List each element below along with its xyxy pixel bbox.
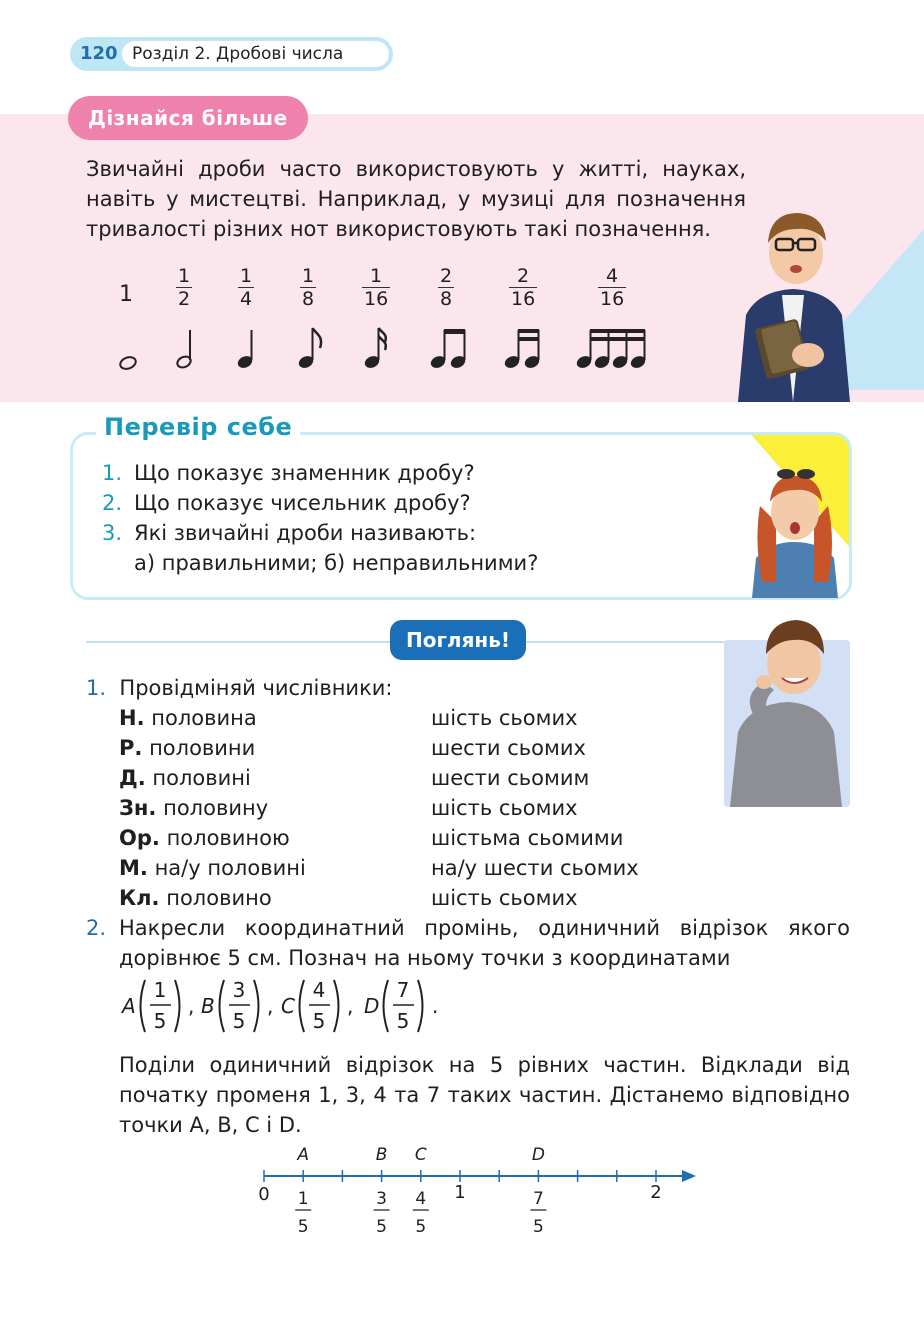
coord-c-den: 5 [312, 1009, 326, 1033]
fraction-1-16: 1 16 [364, 265, 389, 310]
number-line-point-num-c: 4 [415, 1189, 427, 1209]
number-line-point-label-d: D [531, 1145, 545, 1165]
coord-comma-3: , [347, 994, 354, 1018]
quarter-note-icon [236, 330, 254, 370]
number-line-point-num-a: 1 [297, 1189, 309, 1209]
number-line-one: 1 [454, 1182, 466, 1203]
point-coordinates [118, 972, 458, 1042]
coord-d-den: 5 [396, 1009, 410, 1033]
two-sixteenth-notes-icon [503, 329, 541, 370]
coord-label-a: A [122, 994, 136, 1018]
coord-d-num: 7 [396, 978, 410, 1002]
number-line-point-label-a: A [297, 1145, 310, 1165]
page-number: 120 [80, 43, 118, 64]
boy-pointing-illustration [724, 612, 850, 807]
question-2: 2. Що показує чисельник дробу? [102, 491, 471, 515]
case-row-d: Д. половині [119, 766, 251, 790]
fraction-2-16: 2 16 [511, 265, 536, 310]
number-line-point-num-d: 7 [532, 1189, 544, 1209]
number-line-point-den-d: 5 [532, 1217, 544, 1237]
fraction-1-4: 1 4 [240, 265, 253, 310]
coord-period: . [432, 994, 439, 1018]
case-row-zn-seven: шість сьомих [431, 796, 578, 820]
coord-label-c: C [281, 994, 295, 1018]
case-row-m: М. на/у половині [119, 856, 306, 880]
coord-comma-1: , [188, 994, 195, 1018]
task-2-solution: Поділи одиничний відрізок на 5 рівних частин. Відклади від початку променя 1, 3, 4 та 7 таких частин. Дістанемо відповідно точки A, B, C і D. [119, 1053, 850, 1137]
whole-number: 1 [119, 282, 133, 307]
number-line-two: 2 [650, 1182, 662, 1203]
coord-label-b: B [201, 994, 215, 1018]
learn-more-badge: Дізнайся більше [68, 96, 308, 140]
case-row-kl: Кл. половино [119, 886, 272, 910]
number-line [250, 1140, 700, 1240]
coord-b-den: 5 [232, 1009, 246, 1033]
fraction-1-2: 1 2 [178, 265, 191, 310]
question-1: 1. Що показує знаменник дробу? [102, 461, 475, 485]
question-3: 3. Які звичайні дроби називають: [102, 521, 477, 545]
coord-label-d: D [364, 994, 380, 1018]
coord-b-num: 3 [232, 978, 246, 1002]
number-line-point-label-b: B [375, 1145, 388, 1165]
case-row-d-seven: шести сьомим [431, 766, 590, 790]
number-line-point-label-c: C [414, 1145, 427, 1165]
two-eighth-notes-icon [429, 329, 467, 370]
number-line-zero: 0 [258, 1184, 270, 1205]
number-line-point-den-b: 5 [376, 1217, 388, 1237]
number-line-arrow-icon [682, 1170, 696, 1182]
task-2-number: 2. [86, 916, 107, 940]
music-notes [110, 320, 670, 376]
eighth-note-icon [297, 328, 321, 370]
case-row-or: Ор. половиною [119, 826, 290, 850]
case-row-r-seven: шести сьомих [431, 736, 586, 760]
coord-c-num: 4 [312, 978, 326, 1002]
case-row-or-seven: шістьма сьомими [431, 826, 624, 850]
case-row-n: Н. половина [119, 706, 257, 730]
learn-more-text: Звичайні дроби часто використовують у житті, науках, навіть у мистецтві. Наприклад, у музиці для позначення тривалості різних нот використовують такі позначення. [86, 157, 746, 241]
case-row-kl-seven: шість сьомих [431, 886, 578, 910]
number-line-point-den-a: 5 [297, 1217, 309, 1237]
check-yourself-title: Перевір себе [96, 413, 300, 441]
coord-comma-2: , [267, 994, 274, 1018]
half-note-icon [176, 330, 193, 369]
number-line-point-den-c: 5 [415, 1217, 427, 1237]
case-row-r: Р. половини [119, 736, 256, 760]
number-line-point-num-b: 3 [376, 1189, 388, 1209]
coord-a-den: 5 [153, 1009, 167, 1033]
fraction-4-16: 4 16 [600, 265, 625, 310]
whole-note-icon [119, 355, 138, 371]
question-3-options: а) правильними; б) неправильними? [134, 551, 539, 575]
task-1: 1. Провідміняй числівники: [86, 676, 393, 700]
fraction-1-8: 1 8 [302, 265, 315, 310]
sixteenth-note-icon [363, 328, 386, 370]
girl-illustration [742, 462, 848, 598]
case-row-zn: Зн. половину [119, 796, 269, 820]
case-row-m-seven: на/у шести сьомих [431, 856, 639, 880]
task-2-text: Накресли координатний промінь, одиничний відрізок якого дорівнює 5 см. Познач на ньому точки з координатами [119, 916, 850, 970]
coord-a-num: 1 [153, 978, 167, 1002]
four-sixteenth-notes-icon [575, 329, 647, 370]
page-header [70, 37, 393, 71]
case-row-n-seven: шість сьомих [431, 706, 578, 730]
chapter-title: Розділ 2. Дробові числа [122, 41, 389, 67]
boy-with-books-illustration [718, 205, 868, 402]
look-badge: Поглянь! [390, 620, 526, 660]
fraction-2-8: 2 8 [440, 265, 453, 310]
